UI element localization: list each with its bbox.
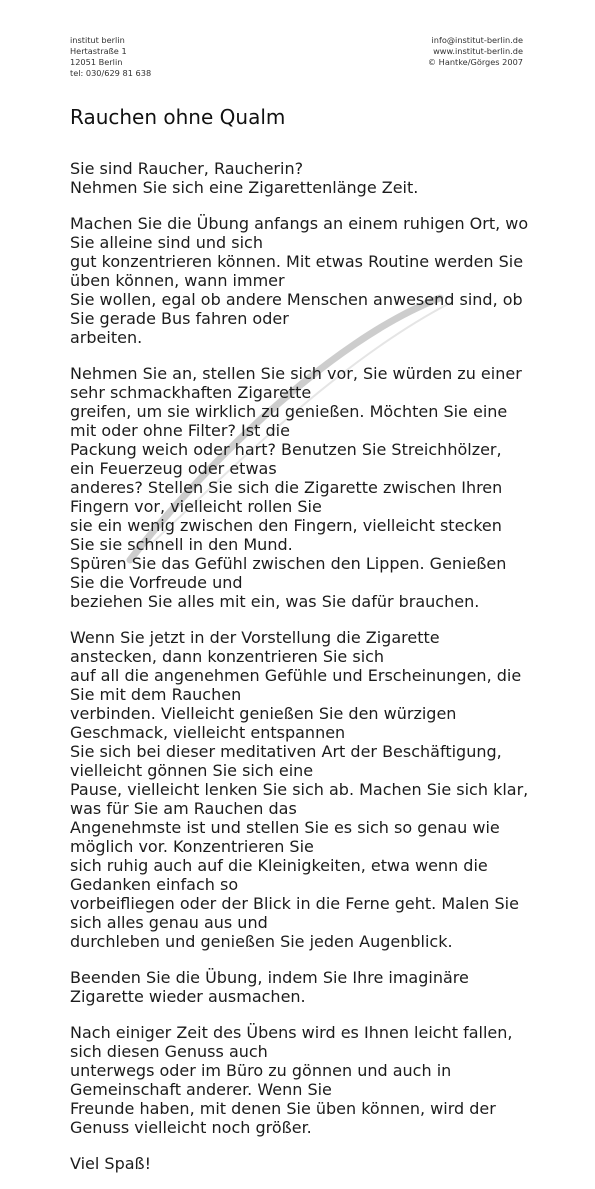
- text-line: Nach einiger Zeit des Übens wird es Ihnen leicht fallen, sich diesen Genuss auch: [70, 1023, 513, 1061]
- text-line: Packung weich oder hart? Benutzen Sie Streichhölzer, ein Feuerzeug oder etwas: [70, 440, 502, 478]
- text-line: Sie sich bei dieser meditativen Art der Beschäftigung, vielleicht gönnen Sie sich eine: [70, 742, 502, 780]
- text-line: Viel Spaß!: [70, 1154, 152, 1173]
- text-line: Spüren Sie das Gefühl zwischen den Lippen. Genießen Sie die Vorfreude und: [70, 554, 507, 592]
- text-line: arbeiten.: [70, 328, 143, 347]
- text-line: Machen Sie die Übung anfangs an einem ruhigen Ort, wo Sie alleine sind und sich: [70, 214, 529, 252]
- text-line: Sie sind Raucher, Raucherin?: [70, 159, 304, 178]
- text-line: Angenehmste ist und stellen Sie es sich so genau wie möglich vor. Konzentrieren Sie: [70, 818, 500, 856]
- contact-info: [428, 35, 523, 68]
- text-line: vorbeifliegen oder der Blick in die Ferne geht. Malen Sie sich alles genau aus und: [70, 894, 519, 932]
- address-line: tel: 030/629 81 638: [70, 68, 152, 78]
- text-line: sie ein wenig zwischen den Fingern, vielleicht stecken Sie sie schnell in den Mund.: [70, 516, 502, 554]
- text-line: sich ruhig auch auf die Kleinigkeiten, etwa wenn die Gedanken einfach so: [70, 856, 488, 894]
- text-line: beziehen Sie alles mit ein, was Sie dafür brauchen.: [70, 592, 480, 611]
- copyright-line: © Hantke/Görges 2007: [427, 57, 523, 67]
- text-line: Freunde haben, mit denen Sie üben können, wird der Genuss vielleicht noch größer.: [70, 1099, 496, 1137]
- text-line: verbinden. Vielleicht genießen Sie den würzigen Geschmack, vielleicht entspannen: [70, 704, 457, 742]
- address-line: 12051 Berlin: [70, 57, 123, 67]
- text-line: Sie wollen, egal ob andere Menschen anwesend sind, ob Sie gerade Bus fahren oder: [70, 290, 523, 328]
- text-line: anderes? Stellen Sie sich die Zigarette zwischen Ihren Fingern vor, vielleicht rollen Sie: [70, 478, 503, 516]
- text-line: gut konzentrieren können. Mit etwas Routine werden Sie üben können, wann immer: [70, 252, 524, 290]
- address-line: institut berlin: [70, 35, 125, 45]
- page-title: Rauchen ohne Qualm: [70, 105, 286, 129]
- text-line: Nehmen Sie an, stellen Sie sich vor, Sie würden zu einer sehr schmackhaften Zigarette: [70, 364, 522, 402]
- text-line: auf all die angenehmen Gefühle und Erscheinungen, die Sie mit dem Rauchen: [70, 666, 522, 704]
- text-line: unterwegs oder im Büro zu gönnen und auch in Gemeinschaft anderer. Wenn Sie: [70, 1061, 452, 1099]
- sender-address: [70, 35, 151, 79]
- website-link[interactable]: www.institut-berlin.de: [433, 46, 523, 56]
- text-line: Wenn Sie jetzt in der Vorstellung die Zigarette anstecken, dann konzentrieren Sie sich: [70, 628, 440, 666]
- text-line: greifen, um sie wirklich zu genießen. Möchten Sie eine mit oder ohne Filter? Ist die: [70, 402, 508, 440]
- text-line: Beenden Sie die Übung, indem Sie Ihre imaginäre Zigarette wieder ausmachen.: [70, 968, 469, 1006]
- text-line: durchleben und genießen Sie jeden Augenblick.: [70, 932, 453, 951]
- body-text: [70, 142, 530, 1189]
- email-link[interactable]: info@institut-berlin.de: [431, 35, 523, 45]
- text-line: Pause, vielleicht lenken Sie sich ab. Machen Sie sich klar, was für Sie am Rauchen das: [70, 780, 529, 818]
- text-line: Nehmen Sie sich eine Zigarettenlänge Zeit.: [70, 178, 419, 197]
- address-line: Hertastraße 1: [70, 46, 127, 56]
